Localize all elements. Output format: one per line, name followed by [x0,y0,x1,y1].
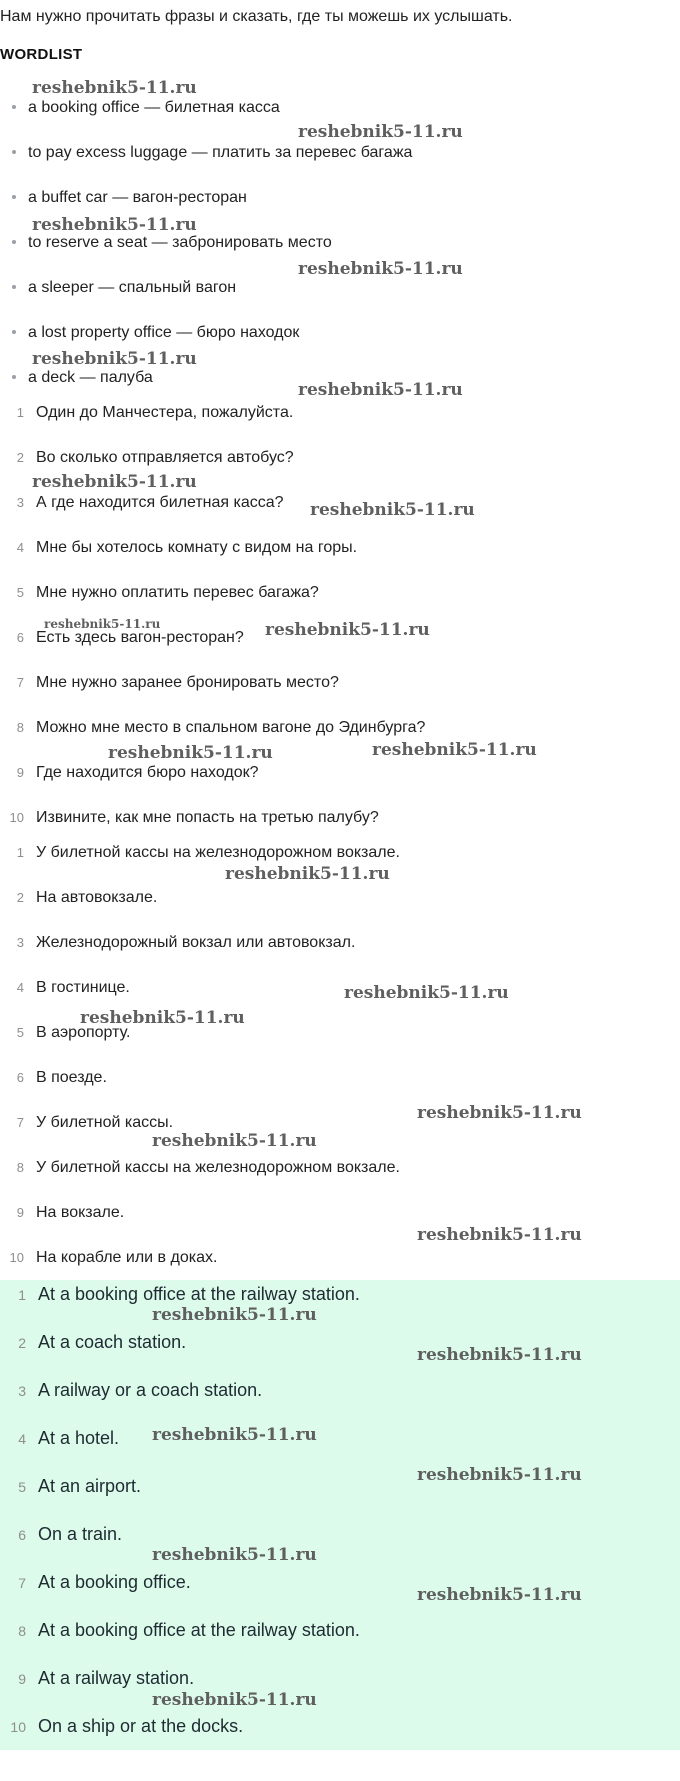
phrase-text: Один до Манчестера, пожалуйста. [36,404,294,421]
watermark: reshebnik5-11.ru [32,472,197,492]
watermark: reshebnik5-11.ru [417,1225,582,1245]
watermark: reshebnik5-11.ru [372,740,537,760]
watermark: reshebnik5-11.ru [32,215,197,235]
bullet-icon [12,285,16,289]
wordlist-item-text: to pay excess luggage — платить за перевес багажа [28,144,413,161]
answer-row [0,844,400,862]
answer-text: У билетной кассы на железнодорожном вокзале. [36,1159,400,1176]
wordlist-heading: WORDLIST [0,46,83,63]
phrase-row [0,449,294,467]
answer-number: 8 [18,1623,26,1639]
answer-number: 3 [18,1383,26,1399]
answer-text: At a hotel. [38,1428,120,1448]
answer-row [0,1114,173,1132]
answer-number: 6 [16,1070,24,1085]
phrase-text: А где находится билетная касса? [36,494,284,511]
phrase-text: Во сколько отправляется автобус? [36,449,294,466]
answer-text: У билетной кассы. [36,1114,174,1131]
wordlist-item-text: a sleeper — спальный вагон [28,279,237,296]
english-answer-row [0,1332,186,1353]
answer-number: 1 [16,845,24,860]
phrase-row [0,809,379,827]
phrase-row [0,539,357,557]
bullet-icon [12,240,16,244]
answer-text: At an airport. [38,1476,142,1496]
wordlist-item [12,369,153,387]
watermark: reshebnik5-11.ru [152,1690,317,1710]
answer-row [0,889,157,907]
wordlist-item-text: a deck — палуба [28,369,153,386]
english-answer-row [0,1284,360,1305]
watermark: reshebnik5-11.ru [417,1345,582,1365]
wordlist-item-text: a lost property office — бюро находок [28,324,300,341]
wordlist-item [12,234,332,252]
answer-text: У билетной кассы на железнодорожном вокзале. [36,844,400,861]
watermark: reshebnik5-11.ru [225,864,390,884]
phrase-number: 1 [16,405,24,420]
phrase-number: 5 [16,585,24,600]
wordlist-item [12,189,247,207]
phrase-row [0,404,293,422]
english-answer-row [0,1668,194,1689]
answer-number: 8 [16,1160,24,1175]
answer-number: 4 [18,1431,26,1447]
watermark: reshebnik5-11.ru [298,380,463,400]
phrase-number: 3 [16,495,24,510]
answer-text: Железнодорожный вокзал или автовокзал. [36,934,356,951]
phrase-row [0,674,339,692]
phrase-row [0,629,244,647]
phrase-number: 8 [16,720,24,735]
answer-number: 3 [16,935,24,950]
english-answer-row [0,1524,122,1545]
answer-number: 5 [18,1479,26,1495]
answer-number: 2 [18,1335,26,1351]
phrase-text: Извините, как мне попасть на третью палубу? [36,809,379,826]
phrase-row [0,719,425,737]
watermark: reshebnik5-11.ru [298,122,463,142]
phrase-row [0,494,284,512]
english-answer-row [0,1428,119,1449]
answer-text: A railway or a coach station. [38,1380,263,1400]
english-answer-row [0,1380,262,1401]
answer-number: 2 [16,890,24,905]
english-answer-row [0,1572,191,1593]
phrase-text: Можно мне место в спальном вагоне до Эдинбурга? [36,719,426,736]
answer-number: 4 [16,980,24,995]
answer-text: On a train. [38,1524,123,1544]
watermark: reshebnik5-11.ru [32,78,197,98]
phrase-text: Мне нужно заранее бронировать место? [36,674,339,691]
wordlist-item-text: a booking office — билетная касса [28,99,280,116]
watermark: reshebnik5-11.ru [152,1131,317,1151]
answer-row [0,979,130,997]
phrase-text: Мне нужно оплатить перевес багажа? [36,584,319,601]
answer-number: 10 [10,1719,26,1735]
phrase-text: Есть здесь вагон-ресторан? [36,629,244,646]
answer-text: At a booking office. [38,1572,191,1592]
watermark: reshebnik5-11.ru [310,500,475,520]
watermark: reshebnik5-11.ru [417,1585,582,1605]
answer-text: At a booking office at the railway station. [38,1620,360,1640]
answer-number: 7 [16,1115,24,1130]
phrase-number: 2 [16,450,24,465]
answer-text: At a coach station. [38,1332,187,1352]
answer-text: На вокзале. [36,1204,125,1221]
watermark: reshebnik5-11.ru [265,620,430,640]
answer-number: 1 [18,1287,26,1303]
watermark: reshebnik5-11.ru [80,1008,245,1028]
phrase-text: Где находится бюро находок? [36,764,259,781]
watermark: reshebnik5-11.ru [344,983,509,1003]
answer-row [0,1204,124,1222]
answer-number: 5 [16,1025,24,1040]
phrase-number: 4 [16,540,24,555]
answer-text: On a ship or at the docks. [38,1716,244,1736]
phrase-number: 6 [16,630,24,645]
watermark: reshebnik5-11.ru [152,1305,317,1325]
english-answer-row [0,1476,141,1497]
watermark: reshebnik5-11.ru [298,259,463,279]
wordlist-item [12,99,280,117]
wordlist-item-text: to reserve a seat — забронировать место [28,234,332,251]
answer-number: 6 [18,1527,26,1543]
wordlist-item [12,279,236,297]
answer-text: На автовокзале. [36,889,158,906]
bullet-icon [12,375,16,379]
phrase-number: 7 [16,675,24,690]
watermark: reshebnik5-11.ru [417,1465,582,1485]
watermark: reshebnik5-11.ru [108,743,273,763]
bullet-icon [12,105,16,109]
bullet-icon [12,150,16,154]
bullet-icon [12,330,16,334]
phrase-row [0,764,259,782]
answer-text: At a booking office at the railway station. [38,1284,360,1304]
english-answer-row [0,1620,360,1641]
answer-row [0,1069,107,1087]
answer-number: 7 [18,1575,26,1591]
answer-row [0,1249,217,1267]
answer-text: На корабле или в доках. [36,1249,218,1266]
answer-text: В гостинице. [36,979,130,996]
answer-text: At a railway station. [38,1668,195,1688]
intro-text: Нам нужно прочитать фразы и сказать, где ты можешь их услышать. [0,8,513,25]
bullet-icon [12,195,16,199]
phrase-number: 9 [16,765,24,780]
wordlist-item [12,144,412,162]
phrase-number: 10 [9,810,24,825]
phrase-row [0,584,319,602]
wordlist-item [12,324,299,342]
wordlist-item-text: a buffet car — вагон-ресторан [28,189,247,206]
watermark: reshebnik5-11.ru [152,1425,317,1445]
english-answer-row [0,1716,243,1737]
watermark: reshebnik5-11.ru [32,349,197,369]
answer-number: 10 [9,1250,24,1265]
answer-row [0,934,355,952]
answer-text: В аэропорту. [36,1024,131,1041]
watermark: reshebnik5-11.ru [417,1103,582,1123]
answer-text: В поезде. [36,1069,107,1086]
answer-row [0,1159,400,1177]
answer-number: 9 [16,1205,24,1220]
answer-number: 9 [18,1671,26,1687]
watermark: reshebnik5-11.ru [44,617,161,631]
watermark: reshebnik5-11.ru [152,1545,317,1565]
phrase-text: Мне бы хотелось комнату с видом на горы. [36,539,358,556]
